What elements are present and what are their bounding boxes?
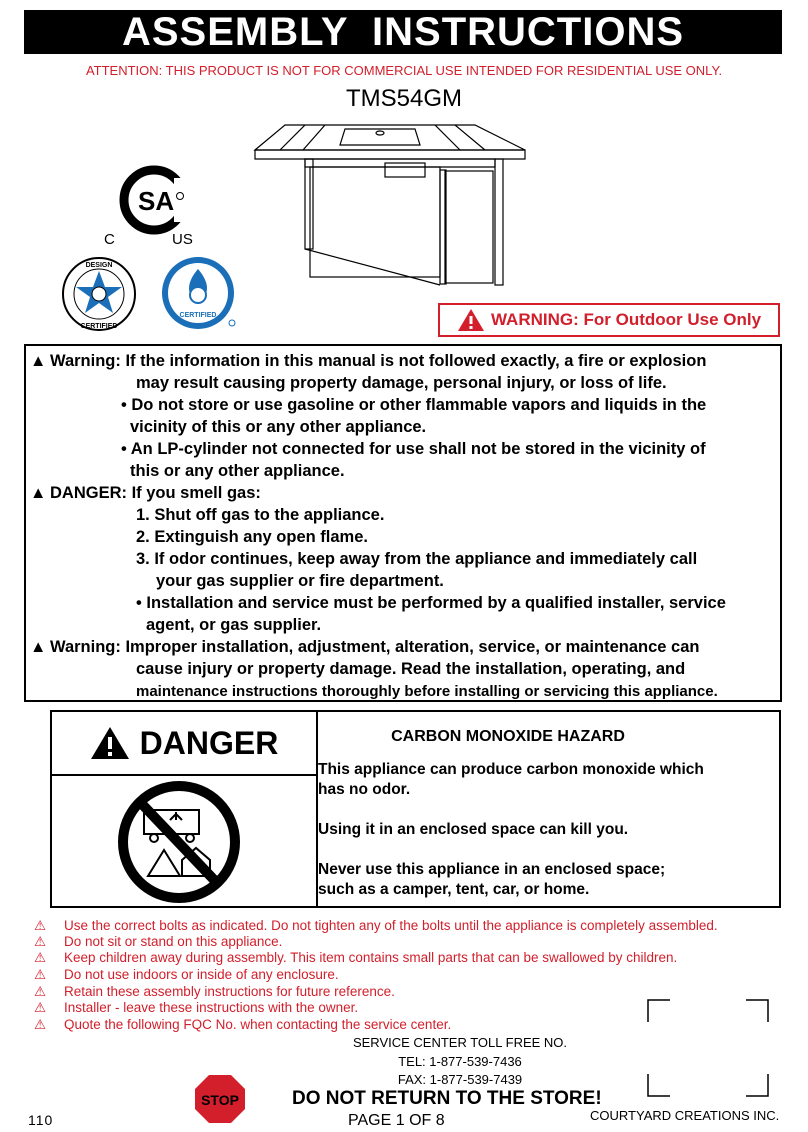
warning-icon: ▲ (30, 352, 47, 370)
danger-line: 3. If odor continues, keep away from the appliance and immediately call (136, 550, 698, 568)
danger-line: DANGER: If you smell gas: (50, 484, 261, 502)
csa-c-label: C (104, 231, 115, 248)
document-code: 110 (28, 1112, 54, 1128)
service-tel: TEL: 1-877-539-7436 (398, 1054, 522, 1069)
co-text: has no odor. (318, 781, 411, 798)
page-number: PAGE 1 OF 8 (348, 1112, 445, 1129)
warning-line: may result causing property damage, personal injury, or loss of life. (136, 374, 667, 392)
danger-line: your gas supplier or fire department. (156, 572, 444, 590)
caution-icon: ⚠ (34, 967, 47, 982)
warning-line: • An LP-cylinder not connected for use shall not be stored in the vicinity of (121, 440, 706, 458)
co-text: Never use this appliance in an enclosed space; (318, 861, 666, 878)
caution-item: ⚠ Retain these assembly instructions for future reference. (34, 984, 395, 999)
model-number: TMS54GM (345, 85, 462, 112)
attention-notice: ATTENTION: THIS PRODUCT IS NOT FOR COMMERCIAL USE INTENDED FOR RESIDENTIAL USE ONLY. (85, 63, 723, 78)
warning-line: this or any other appliance. (130, 462, 345, 480)
page-title: ASSEMBLY INSTRUCTIONS (24, 10, 782, 54)
caution-icon: ⚠ (34, 1017, 47, 1032)
caution-icon: ⚠ (34, 934, 47, 949)
warning-line: Warning: Improper installation, adjustment, alteration, service, or maintenance can (50, 638, 700, 656)
service-fax: FAX: 1-877-539-7439 (397, 1072, 523, 1087)
warning-icon: ▲ (30, 484, 47, 502)
co-text: such as a camper, tent, car, or home. (318, 881, 590, 898)
fire-table-illustration (245, 115, 545, 295)
csa-us-label: US (172, 231, 193, 248)
stop-sign-icon (194, 1074, 246, 1124)
warnings-box (24, 344, 782, 702)
caution-item: ⚠ Quote the following FQC No. when contacting the service center. (34, 1017, 452, 1032)
danger-line: 1. Shut off gas to the appliance. (136, 506, 385, 524)
outdoor-warning-banner (438, 303, 780, 337)
danger-line: 2. Extinguish any open flame. (136, 528, 368, 546)
danger-line: • Installation and service must be performed by a qualified installer, service (136, 594, 726, 612)
caution-icon: ⚠ (34, 918, 47, 933)
design-top-text: DESIGN (85, 262, 113, 269)
warning-icon: ▲ (30, 638, 47, 656)
csa-logo (96, 160, 216, 250)
co-text: This appliance can produce carbon monoxide which (318, 761, 704, 778)
warning-line: Warning: If the information in this manual is not followed exactly, a fire or explosion (50, 352, 707, 370)
stop-sign-text: STOP (201, 1092, 239, 1108)
danger-left-panel (52, 712, 318, 906)
warning-line: maintenance instructions thoroughly before installing or servicing this appliance. (136, 683, 718, 700)
blue-logo-text: CERTIFIED (179, 312, 217, 319)
caution-item: ⚠ Do not use indoors or inside of any enclosure. (34, 967, 339, 982)
warning-line: • Do not store or use gasoline or other flammable vapors and liquids in the (121, 396, 707, 414)
outdoor-warning-text: WARNING: For Outdoor Use Only (490, 310, 762, 329)
co-text: Using it in an enclosed space can kill you. (318, 821, 629, 838)
design-certified-logo (60, 255, 138, 333)
caution-item: ⚠ Use the correct bolts as indicated. Do not tighten any of the bolts until the appliance is completely assembled. (34, 918, 718, 933)
company-name: COURTYARD CREATIONS INC. (590, 1108, 780, 1123)
caution-icon: ⚠ (34, 1000, 47, 1015)
caution-icon: ⚠ (34, 950, 47, 965)
caution-item: ⚠ Installer - leave these instructions with the owner. (34, 1000, 359, 1015)
design-bottom-text: CERTIFIED (80, 323, 118, 330)
service-center-label: SERVICE CENTER TOLL FREE NO. (352, 1035, 568, 1050)
warning-line: vicinity of this or any other appliance. (130, 418, 427, 436)
caution-item: ⚠ Keep children away during assembly. This item contains small parts that can be swallowed by children. (34, 950, 678, 965)
caution-icon: ⚠ (34, 984, 47, 999)
caution-item: ⚠ Do not sit or stand on this appliance. (34, 934, 283, 949)
no-enclosed-space-icon (114, 780, 244, 904)
blue-certified-logo (160, 255, 240, 333)
danger-heading (52, 712, 316, 776)
do-not-return-notice: DO NOT RETURN TO THE STORE! (292, 1088, 602, 1109)
danger-heading-text: DANGER (139, 724, 279, 761)
co-hazard-title: CARBON MONOXIDE HAZARD (391, 728, 625, 745)
warning-line: cause injury or property damage. Read the installation, operating, and (136, 660, 686, 678)
csa-mark-text: SA (138, 186, 175, 216)
warning-triangle-icon (457, 308, 485, 332)
fqc-number-box (646, 998, 770, 1098)
danger-line: agent, or gas supplier. (146, 616, 322, 634)
danger-triangle-icon (90, 726, 130, 760)
